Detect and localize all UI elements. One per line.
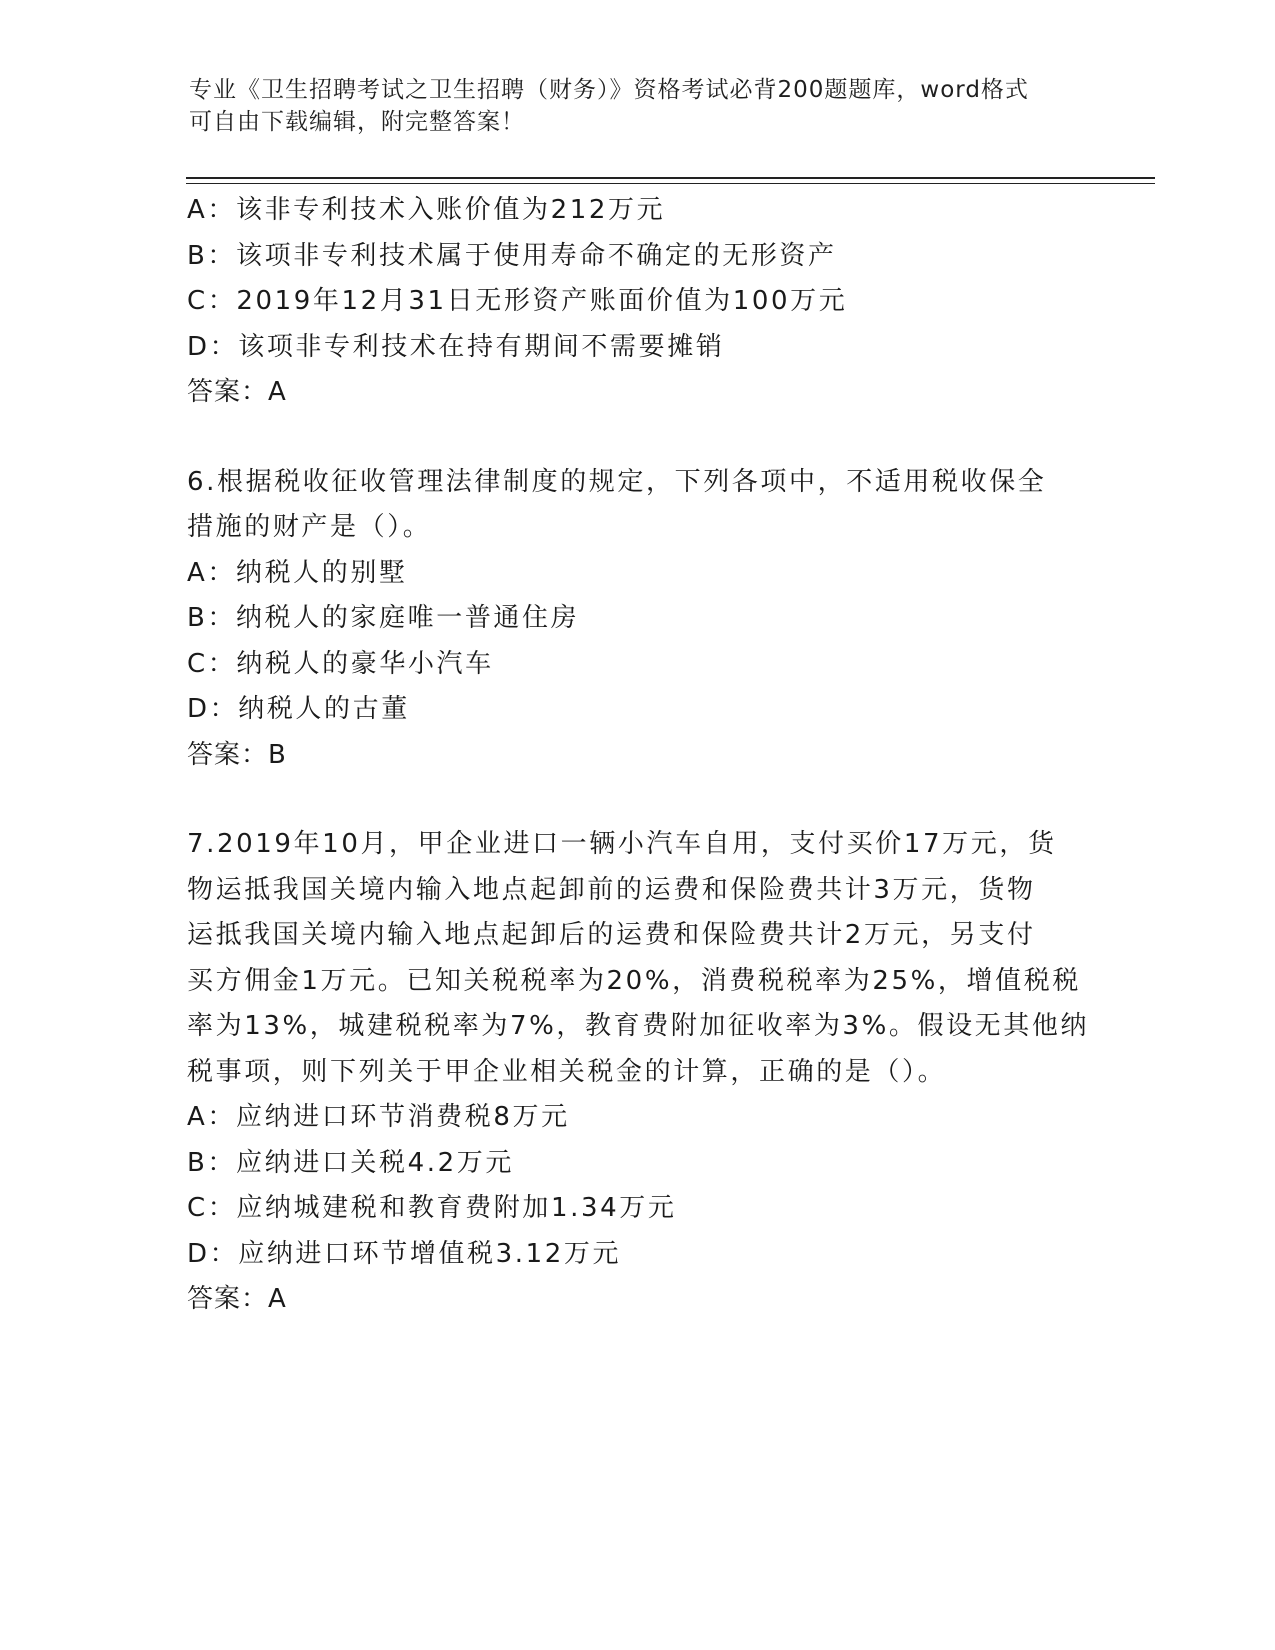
option-b: B：应纳进口关税4.2万元 xyxy=(187,1147,514,1178)
option-c: C：应纳城建税和教育费附加1.34万元 xyxy=(187,1193,677,1223)
option-d: D：该项非专利技术在持有期间不需要摊销 xyxy=(187,331,725,362)
question-stem-line: 物运抵我国关境内输入地点起卸前的运费和保险费共计3万元，货物 xyxy=(187,874,1036,905)
answer-line: 答案：A xyxy=(187,1284,287,1314)
option-c: C：纳税人的豪华小汽车 xyxy=(187,648,494,679)
question-stem-line: 7.2019年10月，甲企业进口一辆小汽车自用，支付买价17万元，货 xyxy=(187,829,1057,859)
option-c: C：2019年12月31日无形资产账面价值为100万元 xyxy=(187,286,848,316)
question-stem-line: 措施的财产是（）。 xyxy=(187,512,432,542)
question-stem-line: 税事项，则下列关于甲企业相关税金的计算，正确的是（）。 xyxy=(187,1056,947,1087)
question-stem-line: 率为13%，城建税税率为7%，教育费附加征收率为3%。假设无其他纳 xyxy=(187,1011,1090,1041)
question-stem-line: 运抵我国关境内输入地点起卸后的运费和保险费共计2万元，另支付 xyxy=(187,920,1036,950)
question-7-block xyxy=(187,822,1090,1323)
option-a: A：该非专利技术入账价值为212万元 xyxy=(187,195,666,225)
header-title-line-2: 可自由下载编辑，附完整答案！ xyxy=(189,109,525,135)
spacer xyxy=(187,778,1087,822)
answer-line: 答案：A xyxy=(187,377,287,407)
option-b: B：该项非专利技术属于使用寿命不确定的无形资产 xyxy=(187,240,837,271)
header-divider-thick xyxy=(186,177,1155,179)
header-divider-thin xyxy=(186,183,1155,184)
question-stem-line: 买方佣金1万元。已知关税税率为20%，消费税税率为25%，增值税税 xyxy=(187,965,1081,996)
option-d: D：纳税人的古董 xyxy=(187,694,410,724)
question-content xyxy=(187,188,1090,1323)
question-stem-line: 6.根据税收征收管理法律制度的规定，下列各项中，不适用税收保全 xyxy=(187,466,1047,497)
option-d: D：应纳进口环节增值税3.12万元 xyxy=(187,1238,622,1269)
option-a: A：纳税人的别墅 xyxy=(187,557,408,588)
question-6-block xyxy=(187,460,1087,779)
spacer xyxy=(187,416,1087,460)
answer-line: 答案：B xyxy=(187,739,287,770)
header-title-line-1: 专业《卫生招聘考试之卫生招聘（财务）》资格考试必背200题题库，word格式 xyxy=(189,77,1029,103)
page-header xyxy=(189,74,1079,138)
option-a: A：应纳进口环节消费税8万元 xyxy=(187,1102,570,1132)
option-b: B：纳税人的家庭唯一普通住房 xyxy=(187,603,580,633)
question-5-block xyxy=(187,188,1087,416)
